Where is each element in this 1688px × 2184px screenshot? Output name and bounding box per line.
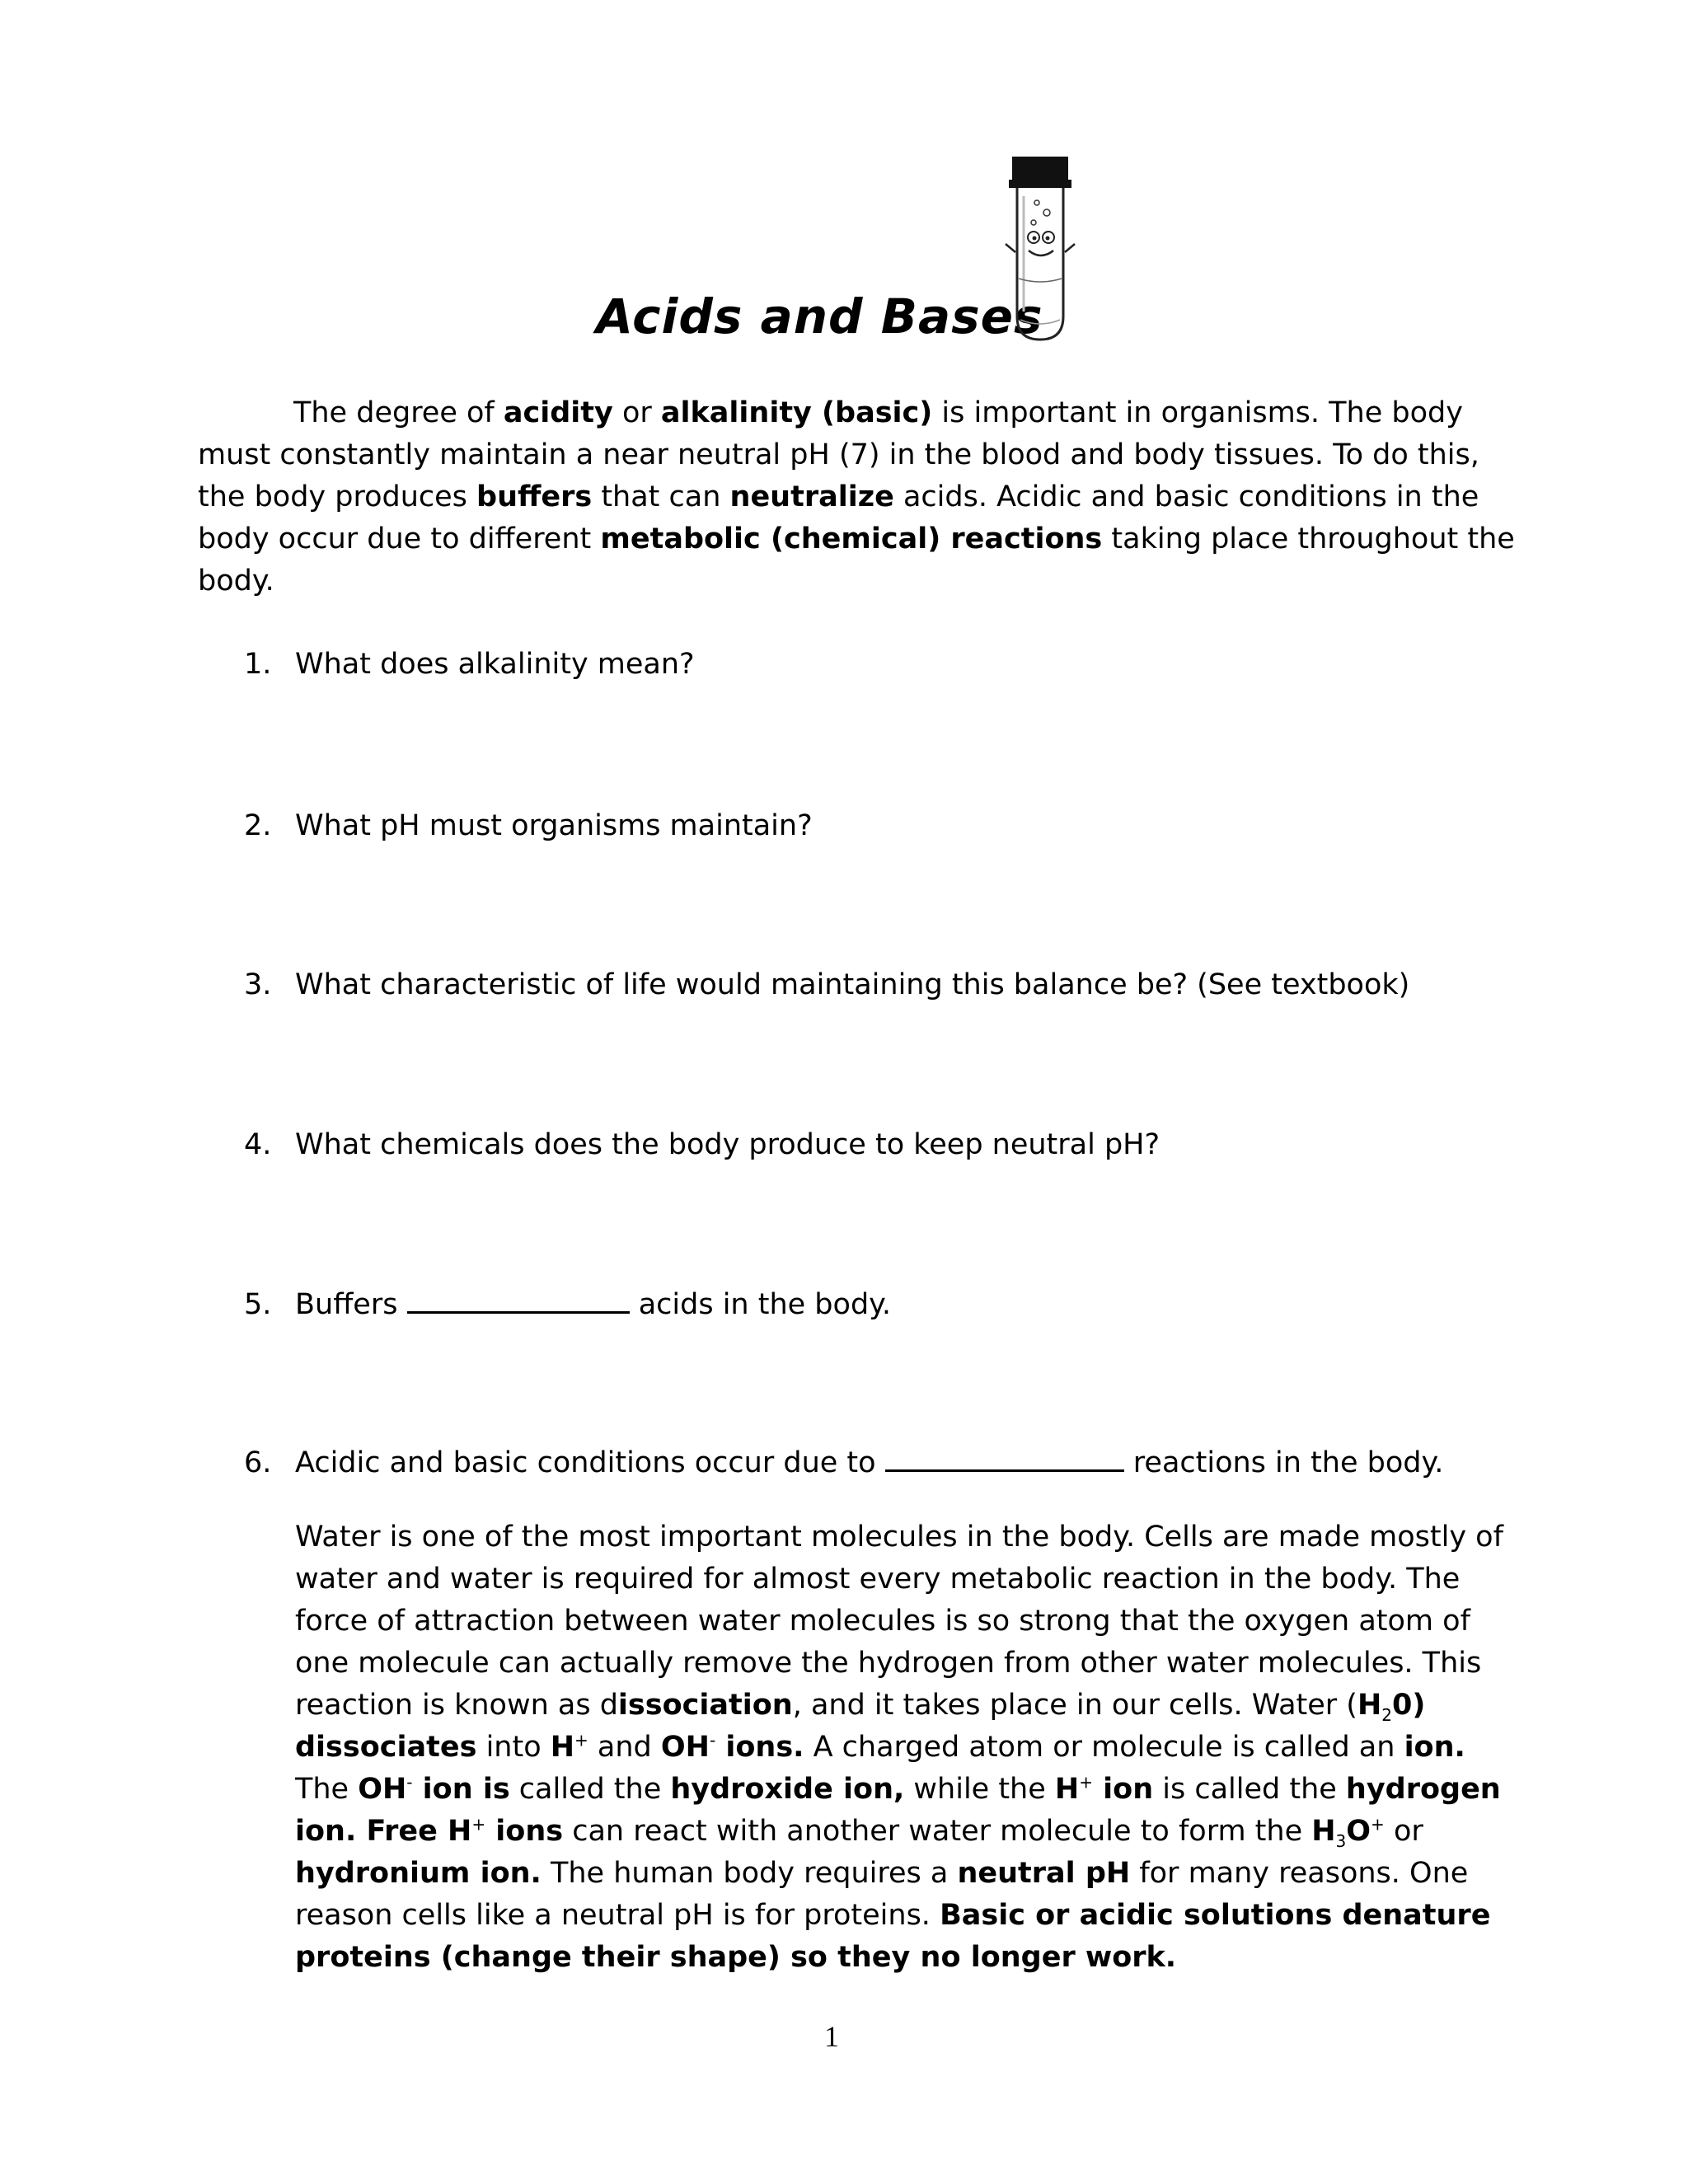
page-number: 1: [824, 2020, 839, 2053]
question-2: 2. What pH must organisms maintain?: [244, 809, 813, 842]
water-line: force of attraction between water molecules is so strong that the oxygen atom of: [295, 1605, 1470, 1638]
intro-paragraph: [198, 392, 1515, 602]
water-paragraph: [295, 1516, 1515, 1979]
intro-line: must constantly maintain a near neutral pH (7) in the blood and body tissues. To do this,: [198, 438, 1479, 471]
water-line: The OH- ion is called the hydroxide ion, while the H+ ion is called the hydrogen: [295, 1772, 1501, 1806]
intro-line: The degree of acidity or alkalinity (basic) is important in organisms. The body: [293, 396, 1463, 429]
water-line: hydronium ion. The human body requires a neutral pH for many reasons. One: [295, 1857, 1469, 1890]
answer-blank[interactable]: [407, 1286, 630, 1314]
intro-line: the body produces buffers that can neutralize acids. Acidic and basic conditions in the: [198, 480, 1479, 513]
water-line: reaction is known as dissociation, and it takes place in our cells. Water $(H_20)$: [295, 1689, 1426, 1725]
water-line: water and water is required for almost every metabolic reaction in the body. The: [295, 1563, 1461, 1596]
water-line: ion. Free H+ ions can react with another water molecule to form the $H_3O^+$ or: [295, 1814, 1423, 1851]
test-tube-face-icon: [1004, 155, 1076, 343]
water-line: one molecule can actually remove the hydrogen from other water molecules. This: [295, 1647, 1482, 1680]
water-line: dissociates into H+ and OH- ions. A charged atom or molecule is called an ion.: [295, 1730, 1465, 1764]
page-title: Acids and Bases: [596, 288, 1043, 344]
question-5: 5. Buffers acids in the body.: [244, 1288, 892, 1321]
water-line: Water is one of the most important molecules in the body. Cells are made mostly of: [295, 1521, 1503, 1554]
answer-blank[interactable]: [885, 1445, 1124, 1472]
question-4: 4. What chemicals does the body produce to keep neutral pH?: [244, 1128, 1160, 1161]
question-3: 3. What characteristic of life would maintaining this balance be? (See textbook): [244, 968, 1410, 1001]
water-line: proteins (change their shape) so they no longer work.: [295, 1941, 1177, 1974]
question-6: 6. Acidic and basic conditions occur due to reactions in the body.: [244, 1446, 1444, 1479]
question-1: 1. What does alkalinity mean?: [244, 648, 695, 681]
intro-line: body occur due to different metabolic (chemical) reactions taking place throughout the: [198, 523, 1515, 555]
water-line: reason cells like a neutral pH is for proteins. Basic or acidic solutions denature: [295, 1899, 1491, 1932]
intro-line: body.: [198, 565, 274, 598]
